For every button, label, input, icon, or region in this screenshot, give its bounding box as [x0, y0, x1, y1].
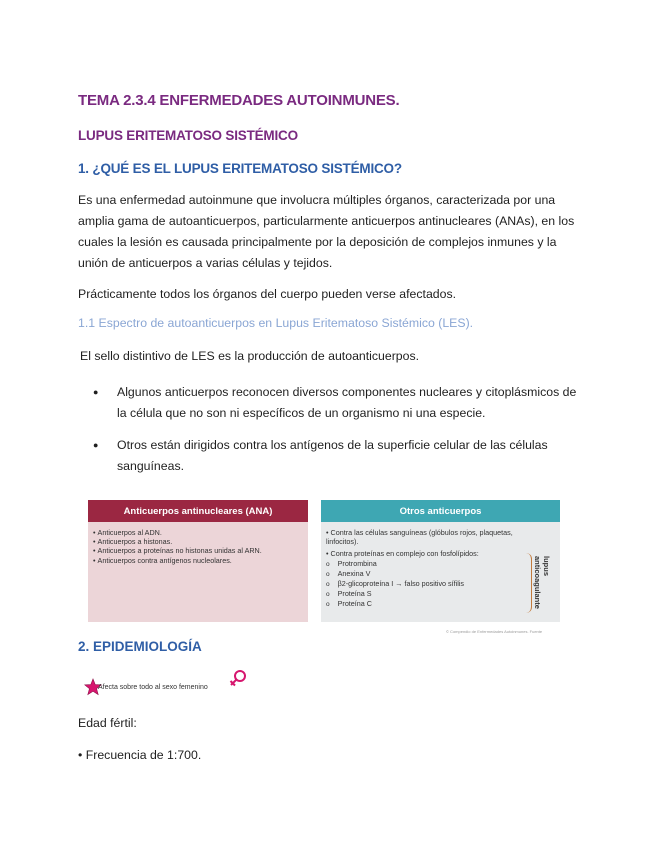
bullet-dot-icon: ● — [93, 387, 99, 397]
paragraph-organs: Prácticamente todos los órganos del cuerpo pueden verse afectados. — [78, 287, 457, 301]
paragraph-hallmark: El sello distintivo de LES es la producción de autoanticuerpos. — [80, 349, 420, 363]
paragraph-definition: Es una enfermedad autoinmune que involucra múltiples órganos, caracterizada por una amplia gama de autoanticuerpos, particularmente anticuerpos antinucleares (ANAs), en los cuales la lesión es causada principalmente por la deposición de complejos inmunes y la unión de anticuerpos a varias células y tejidos. — [78, 193, 575, 270]
ana-list — [93, 528, 302, 565]
question-heading-1: 1. ¿QUÉ ES EL LUPUS ERITEMATOSO SISTÉMICO? — [78, 161, 402, 176]
venus-icon — [228, 669, 248, 693]
bullet-item — [93, 435, 583, 477]
other-antibodies-panel — [321, 500, 560, 622]
list-item: o Proteína S — [326, 589, 554, 599]
list-item: • Contra proteínas en complejo con fosfolípidos: — [326, 549, 554, 558]
list-item: o β2-glicoproteína I → falso positivo sífilis — [326, 579, 554, 589]
bracket-icon — [525, 553, 532, 613]
phospholipid-sublist — [326, 559, 554, 610]
list-item: • Anticuerpos a histonas. — [93, 537, 302, 546]
other-list — [326, 528, 554, 559]
list-item: o Protrombina — [326, 559, 554, 569]
lupus-anticoagulant-label: lupus anticoagulante — [533, 556, 551, 609]
bullet-text: Otros están dirigidos contra los antígenos de la superficie celular de las células sanguíneas. — [117, 438, 548, 473]
bullet-item — [93, 382, 583, 424]
ana-panel-title: Anticuerpos antinucleares (ANA) — [88, 500, 308, 522]
figure-caption: © Compendio de Enfermedades Autoinmunes. Fuente — [446, 629, 543, 634]
list-item: • Anticuerpos a proteínas no histonas unidas al ARN. — [93, 546, 302, 555]
female-note: Afecta sobre todo al sexo femenino — [98, 684, 208, 691]
subheading-spectrum: 1.1 Espectro de autoanticuerpos en Lupus Eritematoso Sistémico (LES). — [78, 316, 474, 330]
fertile-age-label: Edad fértil: — [78, 716, 137, 730]
bullet-text: Algunos anticuerpos reconocen diversos componentes nucleares y citoplásmicos de la célula que no son ni específicos de un organismo ni una especie. — [117, 385, 577, 420]
list-item: • Anticuerpos contra antígenos nucleolares. — [93, 556, 302, 565]
other-panel-title: Otros anticuerpos — [321, 500, 560, 522]
question-heading-2: 2. EPIDEMIOLOGÍA — [78, 639, 202, 654]
list-item: • Anticuerpos al ADN. — [93, 528, 302, 537]
ana-panel — [88, 500, 308, 622]
list-item: • Contra las células sanguíneas (glóbulos rojos, plaquetas, linfocitos). — [326, 528, 554, 546]
list-item: o Proteína C — [326, 599, 554, 609]
frequency-text: • Frecuencia de 1:700. — [78, 748, 202, 762]
list-item: o Anexina V — [326, 569, 554, 579]
main-heading: TEMA 2.3.4 ENFERMEDADES AUTOINMUNES. — [78, 92, 400, 109]
section-heading: LUPUS ERITEMATOSO SISTÉMICO — [78, 128, 298, 143]
bullet-dot-icon: ● — [93, 440, 99, 450]
